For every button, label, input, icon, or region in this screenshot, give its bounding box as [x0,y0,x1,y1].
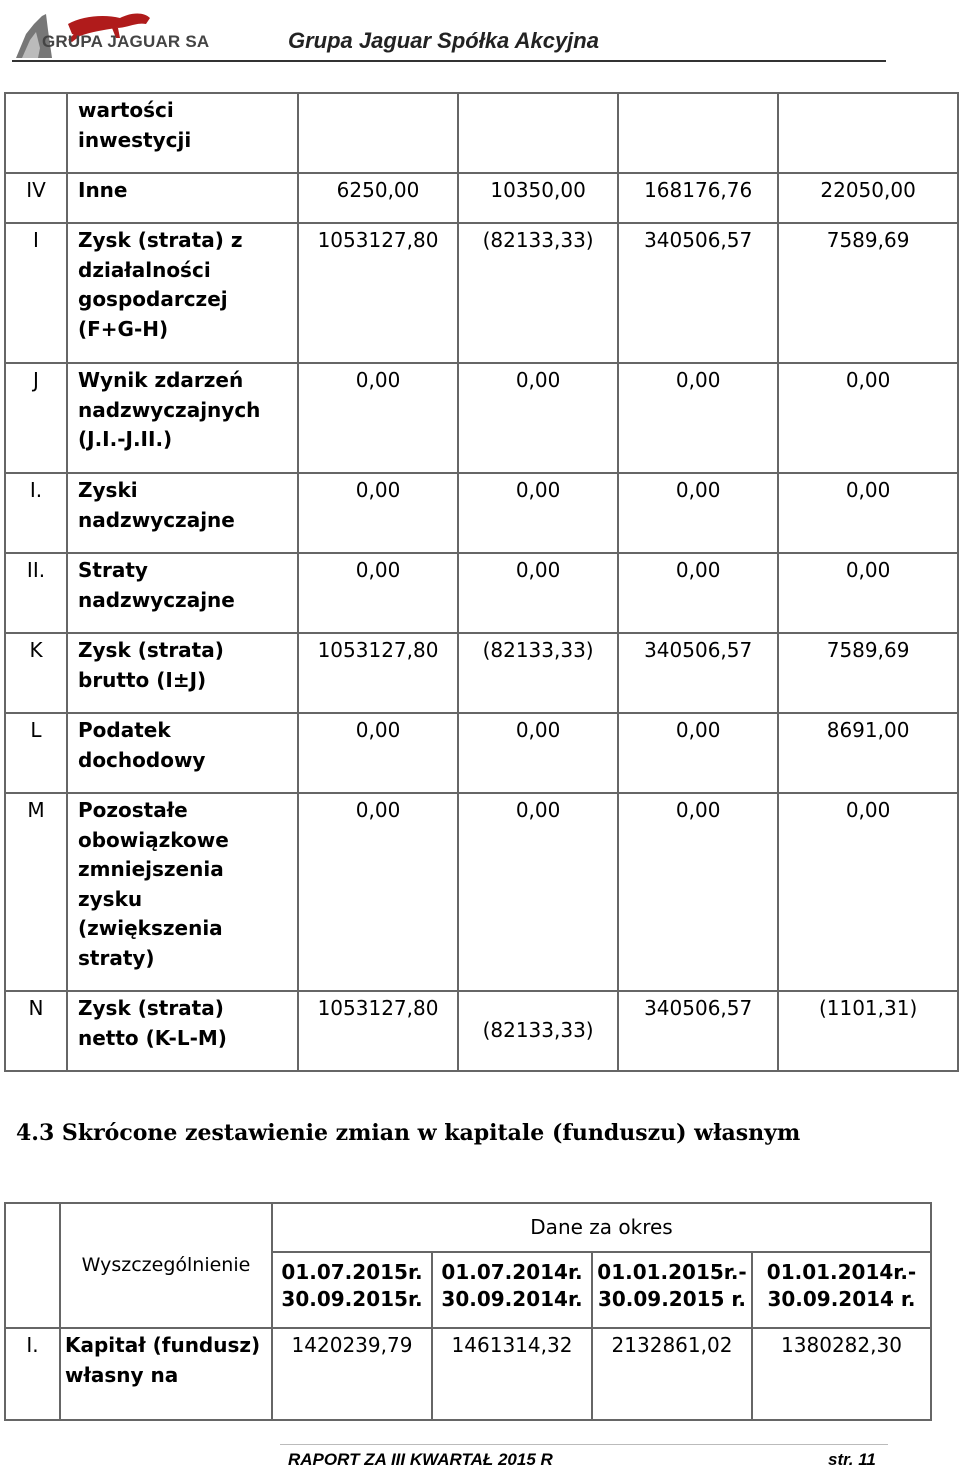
value-cell: 7589,69 [826,638,910,662]
value-cell: 1053127,80 [299,634,459,712]
row-label: Zyski nadzwyczajne [67,473,298,553]
row-code: I. [5,1328,60,1420]
value-cell: 0,00 [619,474,779,552]
value-cell: 340506,57 [619,634,779,712]
value-group [298,633,958,713]
value-cell: 0,00 [459,474,619,552]
row-label: Kapitał (fundusz) własny na [60,1328,272,1420]
table-row [5,223,958,363]
col-header-specification: Wyszczególnienie [60,1203,272,1328]
value-cell: 0,00 [299,364,459,472]
value-cell: 340506,57 [619,224,779,362]
value-cell: 0,00 [459,364,619,472]
row-code: L [5,713,67,793]
section-title: 4.3 Skrócone zestawienie zmian w kapitale (funduszu) własnym [16,1120,801,1146]
row-code: J [5,363,67,473]
table-row [5,93,958,173]
logo-text: GRUPA JAGUAR SA [42,32,210,51]
value-cell: (82133,33) [459,634,619,712]
period-end: 30.09.2014 r. [767,1287,916,1311]
footer-report-title: RAPORT ZA III KWARTAŁ 2015 R [288,1450,553,1469]
value-group [298,363,958,473]
header-blank-cell [5,1203,60,1328]
value-group [298,93,958,173]
period-header [752,1252,931,1328]
value-cell: 0,00 [619,714,779,792]
value-cell: 0,00 [299,554,459,632]
row-code: M [5,793,67,991]
value-group [298,553,958,633]
footer-page-number: str. 11 [828,1450,876,1469]
value-cell: (82133,33) [459,224,619,362]
value-cell: 0,00 [299,714,459,792]
table-row [5,473,958,553]
value-group [298,793,958,991]
table-row [5,553,958,633]
row-label: Straty nadzwyczajne [67,553,298,633]
row-label: Zysk (strata) brutto (I±J) [67,633,298,713]
period-header [592,1252,752,1328]
value-cell: 1053127,80 [299,224,459,362]
value-cell: (82133,33) [459,992,619,1070]
row-code: N [5,991,67,1071]
value-cell: 0,00 [459,714,619,792]
row-label: Pozostałe obowiązkowe zmniejszenia zysku (zwiększenia straty) [67,793,298,991]
value-cell: 0,00 [845,478,891,502]
period-end: 30.09.2015r. [281,1287,423,1311]
row-label: Zysk (strata) netto (K-L-M) [67,991,298,1071]
period-end: 30.09.2015 r. [597,1287,747,1311]
value-cell: (1101,31) [818,996,918,1020]
value-group [298,473,958,553]
value-cell: 1461314,32 [432,1328,592,1420]
row-code [5,93,67,173]
value-cell: 1420239,79 [272,1328,432,1420]
income-statement-table [4,92,959,1072]
row-code: II. [5,553,67,633]
footer-divider [280,1444,888,1445]
period-start: 01.01.2014r.- [766,1260,917,1284]
value-cell: 22050,00 [820,178,916,202]
value-cell [779,94,957,172]
value-cell: 6250,00 [299,174,459,222]
value-cell: 1380282,30 [752,1328,931,1420]
group-header-period: Dane za okres [272,1203,931,1252]
row-code: I [5,223,67,363]
period-header [272,1252,432,1328]
value-cell: 0,00 [299,474,459,552]
value-cell: 0,00 [845,368,891,392]
page-header [0,0,960,66]
value-cell: 2132861,02 [592,1328,752,1420]
period-start: 01.01.2015r.- [597,1260,747,1284]
value-group [298,223,958,363]
value-cell: 340506,57 [619,992,779,1070]
value-cell: 0,00 [459,794,619,990]
period-header [432,1252,592,1328]
value-cell: 1053127,80 [299,992,459,1070]
value-cell: 0,00 [459,554,619,632]
table-row [5,1328,931,1420]
value-cell: 10350,00 [459,174,619,222]
row-label: Wynik zdarzeń nadzwyczajnych (J.I.-J.II.) [67,363,298,473]
value-group [298,173,958,223]
value-cell: 0,00 [845,798,891,822]
table-row [5,793,958,991]
value-cell: 0,00 [619,554,779,632]
header-divider [12,60,886,62]
value-cell [619,94,779,172]
value-cell: 8691,00 [826,718,910,742]
table-row [5,991,958,1071]
value-cell: 0,00 [845,558,891,582]
period-end: 30.09.2014r. [441,1287,583,1311]
table-row [5,173,958,223]
table-header-row [5,1203,931,1252]
table-row [5,713,958,793]
table-row [5,363,958,473]
row-label: Podatek dochodowy [67,713,298,793]
table-row [5,633,958,713]
row-label: wartości inwestycji [67,93,298,173]
value-cell: 7589,69 [826,228,910,252]
value-cell: 168176,76 [619,174,779,222]
row-label: Zysk (strata) z działalności gospodarczej (F+G-H) [67,223,298,363]
value-cell [299,94,459,172]
value-group [298,713,958,793]
value-cell: 0,00 [299,794,459,990]
row-code: K [5,633,67,713]
company-name: Grupa Jaguar Spółka Akcyjna [288,28,599,53]
value-group [298,991,958,1071]
period-start: 01.07.2014r. [441,1260,583,1284]
value-cell: 0,00 [619,794,779,990]
row-code: I. [5,473,67,553]
period-start: 01.07.2015r. [281,1260,423,1284]
row-code: IV [5,173,67,223]
value-cell [459,94,619,172]
row-label: Inne [67,173,298,223]
value-cell: 0,00 [619,364,779,472]
equity-changes-table [4,1202,932,1421]
